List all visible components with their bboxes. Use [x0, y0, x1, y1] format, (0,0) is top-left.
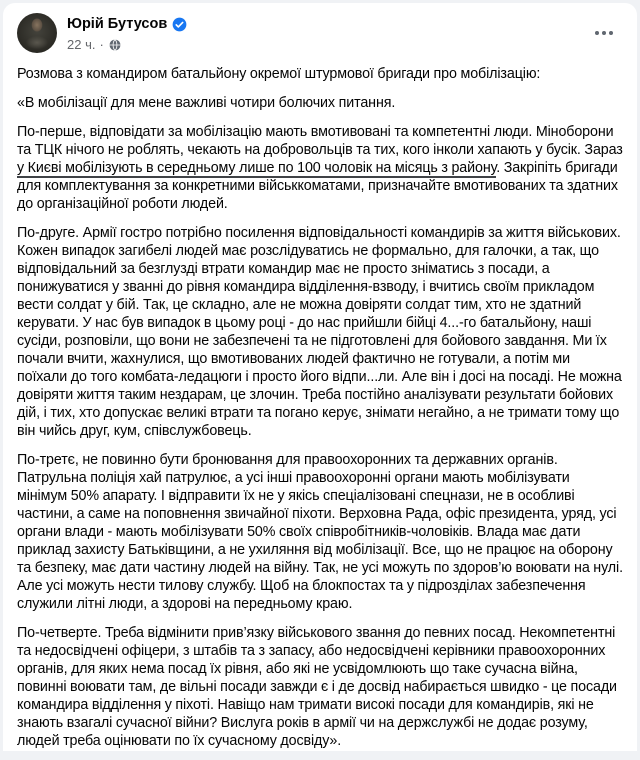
- header-meta: [67, 13, 187, 53]
- post-header: [3, 3, 637, 53]
- post-paragraph-2: «В мобілізації для мене важливі чотири болючих питання.: [17, 95, 396, 111]
- avatar[interactable]: [17, 13, 57, 53]
- author-name[interactable]: Юрій Бутусов: [67, 16, 168, 32]
- globe-icon: [109, 39, 121, 51]
- post-paragraph-5: По-третє, не повинно бути бронювання для правоохоронних та державних органів. Патрульна поліція хай патрулює, а усі інші правоохоронні органи мають мобілізувати мінімум 50% апарату. І відправити їх не у якісь спеціалізовані спецнази, не в особливі частини, а саме на поповнення звичайної піхоти. Верховна Рада, офіс президента, уряд, усі органи влади - мають мобілізувати 50% своїх співробітників-чоловіків. Влада має дати приклад захисту Батьківщини, а не ухиляння від мобілізації. Все, що не працює на оборону та безпеку, має дати частину людей на війну. Так, не усі можуть по здоров’ю воювати на нулі. Але усі можуть нести тилову службу. Щоб на блокпостах та у підрозділах забезпечення служили літні люди, а здорові на передньому краю.: [17, 452, 623, 612]
- verified-badge-icon: [172, 17, 187, 32]
- post-meta[interactable]: [67, 36, 187, 53]
- post-paragraph-1: Розмова з командиром батальйону окремої штурмової бригади про мобілізацію:: [17, 66, 541, 82]
- post-paragraph-4: По-друге. Армії гостро потрібно посилення відповідальності командирів за життя військових. Кожен випадок загибелі людей має розслідуватись не формально, для галочки, а так, що відповідальний за безглузді втрати командир має не просто зніматись з посади, а понижуватися у званні до рівня командира відділення-взводу, і вчитись своїм прикладом вести солдат у бій. Так, це складно, але не можна довіряти солдат тим, хто не здатний керувати. У нас був випадок в цьому році - до нас прийшли бійці 4...-го батальйону, наші сусіди, розповіли, що вони не забезпечені та не підготовлені для бойового завдання. Ми їх почали вчити, жахнулися, що вмотивованих людей фактично не готували, а потім ми поїхали до того комбата-ледацюги і просто його відпи...ли. Але він і досі на посаді. Не можна довіряти життя таким нездарам, це злочин. Треба постійно аналізувати результати бойових дій, і тих, хто допускає великі втрати та погано керує, знімати негайно, а не тримати тому що він чийсь друг, кум, співслужбовець.: [17, 225, 622, 439]
- post-text: [3, 53, 637, 750]
- ellipsis-icon: [595, 31, 599, 35]
- post-card: [3, 3, 637, 751]
- timestamp[interactable]: 22 ч.: [67, 37, 96, 52]
- post-paragraph-3: [17, 123, 623, 213]
- post-menu-button[interactable]: [589, 22, 619, 44]
- paragraph-3-post: . Закріпіть бригади для комплектування за конкретними військкоматами, призначайте вмотивованих та здатних до організаційної роботи людей.: [17, 160, 618, 212]
- post-paragraph-6: По-четверте. Треба відмінити прив’язку військового звання до певних посад. Некомпетентні та недосвідчені офіцери, з штабів та з запасу, або недосвідчені керівники правоохоронних органів, для яких нема посад їх рівня, або які не усвідомлюють що таке сучасна війна, повинні воювати там, де вільні посади завжди є і де досвід набирається швидко - це посади командира відділення у піхоті. Навіщо нам тримати високі посади для командирів, які не знають взагалі сучасної війни? Вислуга років в армії чи на держслужбі не додає розуму, людей треба оцінювати по їх сучасному досвіду».: [17, 625, 617, 749]
- paragraph-3-pre: По-перше, відповідати за мобілізацію мають вмотивовані та компетентні люди. Міноборони та ТЦК нічого не роблять, чекають на добровольців та тих, кого інколи хапають у бусік. Зараз: [17, 124, 623, 158]
- author-row: [67, 15, 187, 34]
- underlined-phrase: у Києві мобілізують в середньому лише по 100 чоловік на місяць з району: [17, 160, 497, 176]
- meta-separator: ·: [99, 37, 104, 52]
